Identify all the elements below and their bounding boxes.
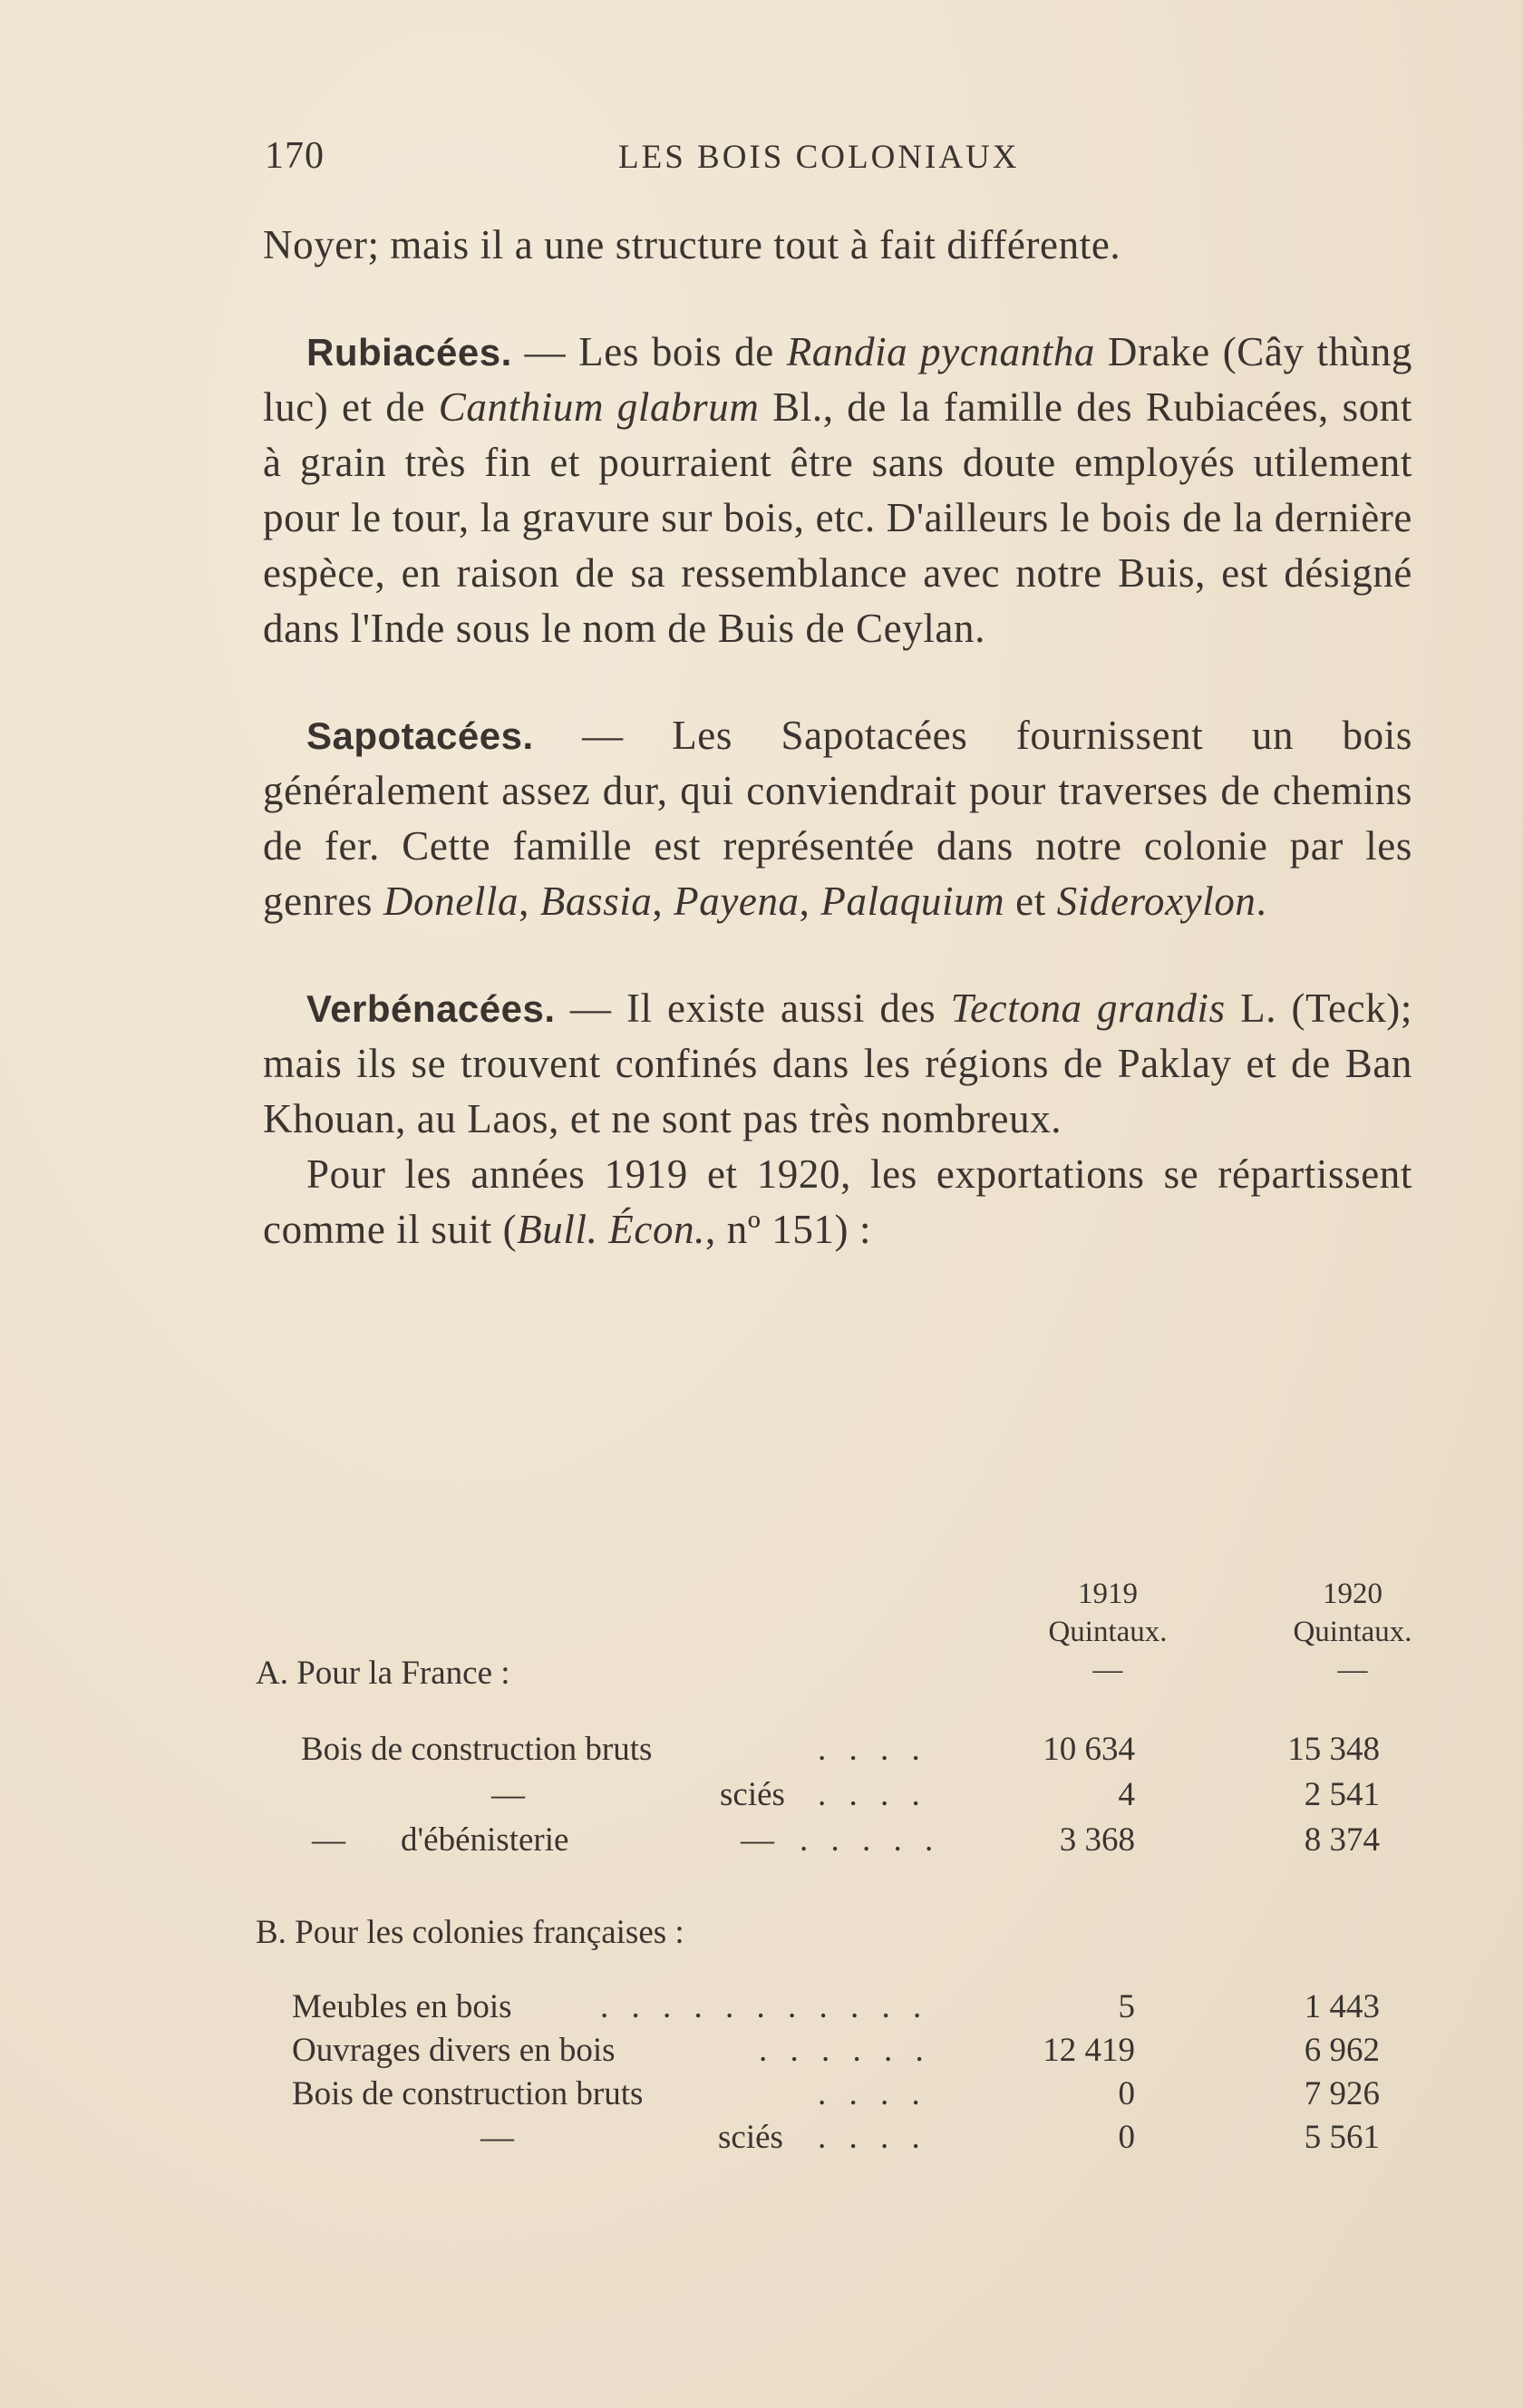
- table-row: [256, 1775, 1416, 1821]
- value-1920: 5 561: [1304, 2119, 1380, 2156]
- value-1919: 3 368: [1059, 1821, 1135, 1859]
- species-name: Canthium glabrum: [438, 384, 760, 430]
- table-row: [256, 1987, 1416, 2033]
- leader-dots: . . . . .: [800, 1821, 941, 1859]
- ditto-dash: —: [480, 2119, 514, 2156]
- value-1920: 2 541: [1304, 1776, 1380, 1813]
- paragraph-sapotacees: [263, 708, 1412, 929]
- section-heading-sapotacees: Sapotacées.: [306, 714, 534, 757]
- ditto-dash: —: [491, 1776, 525, 1813]
- column-year-1920: 1920: [1323, 1578, 1382, 1610]
- leader-dots: . . . .: [818, 1776, 927, 1813]
- genus-name: Sideroxylon: [1056, 879, 1256, 924]
- text-run: .: [1256, 879, 1267, 924]
- leader-dots: . . . . . .: [759, 2032, 931, 2069]
- species-name: Randia pycnantha: [786, 329, 1096, 374]
- value-1920: 15 348: [1287, 1731, 1380, 1768]
- bulletin-reference: Bull. Écon.: [517, 1207, 706, 1252]
- text-run: — Il existe aussi des: [555, 986, 951, 1031]
- ditto-dash: —: [741, 1821, 774, 1859]
- text-run: , nº 151) :: [705, 1207, 872, 1252]
- text-run: ,: [799, 879, 821, 924]
- text-run: Pour les années 1919 et 1920, les exportations se répartissent comme il suit (: [263, 1151, 1412, 1252]
- section-a-heading: A. Pour la France :: [256, 1655, 510, 1692]
- value-1919: 10 634: [1043, 1731, 1135, 1768]
- row-label: sciés: [718, 2119, 783, 2156]
- paragraph-exportations: [263, 1147, 1412, 1257]
- table-row: [256, 1821, 1416, 1866]
- value-1919: 12 419: [1043, 2032, 1135, 2069]
- value-1920: 8 374: [1304, 1821, 1380, 1859]
- table-row: [256, 1730, 1416, 1775]
- section-heading-verbenacees: Verbénacées.: [306, 987, 556, 1030]
- section-b-heading-row: [256, 1913, 1416, 1958]
- section-a-heading-row: [256, 1654, 1416, 1699]
- value-1920: 6 962: [1304, 2032, 1380, 2069]
- genus-name: Donella: [383, 879, 519, 924]
- column-unit-1919: Quintaux.: [1048, 1616, 1168, 1648]
- paragraph-verbenacees: [263, 981, 1412, 1147]
- row-label: Bois de construction bruts: [292, 2075, 644, 2112]
- value-1919: 4: [1118, 1776, 1135, 1813]
- section-heading-rubiacees: Rubiacées.: [306, 331, 512, 374]
- table-row: [256, 2031, 1416, 2076]
- row-label: Bois de construction bruts: [301, 1731, 653, 1768]
- leader-dots: . . . .: [818, 2119, 927, 2156]
- row-label: Ouvrages divers en bois: [292, 2032, 616, 2069]
- text-run: et: [1004, 879, 1057, 924]
- paragraph-noyer: Noyer; mais il a une structure tout à fait différente.: [263, 222, 1121, 267]
- text-run: ,: [652, 879, 674, 924]
- running-title: LES BOIS COLONIAUX: [618, 139, 1020, 176]
- page-number: 170: [265, 135, 325, 177]
- genus-name: Palaquium: [820, 879, 1005, 924]
- value-1920: 1 443: [1304, 1988, 1380, 2025]
- page-header: [265, 134, 1416, 189]
- value-1919: 0: [1118, 2075, 1135, 2112]
- page-body: [263, 218, 1412, 1257]
- species-name: Tectona grandis: [950, 986, 1226, 1031]
- genus-name: Bassia: [539, 879, 653, 924]
- text-run: — Les Sapotacées fournissent un bois généralement assez dur, qui conviendrait pour traverses de chemins de fer. Cette famille est représentée dans notre colonie par les genres: [263, 713, 1412, 924]
- value-1919: 5: [1118, 1988, 1135, 2025]
- text-run: ,: [519, 879, 540, 924]
- leader-dots: . . . .: [818, 1731, 927, 1768]
- ditto-dash: —: [312, 1821, 345, 1859]
- row-label: Meubles en bois: [292, 1988, 512, 2025]
- text-run: Bl., de la famille des Rubiacées, sont à grain très fin et pourraient être sans doute employés utilement pour le tour, la gravure sur bois, etc. D'ailleurs le bois de la dernière espèce, en raison de sa ressemblance avec notre Buis, est désigné dans l'Inde sous le nom de Buis de Ceylan.: [263, 384, 1412, 651]
- leader-dots: . . . .: [818, 2075, 927, 2112]
- table-row: [256, 2118, 1416, 2163]
- row-label: d'ébénisterie: [401, 1821, 569, 1859]
- section-b-heading: B. Pour les colonies françaises :: [256, 1914, 684, 1951]
- column-year-1919: 1919: [1078, 1578, 1138, 1610]
- text-run: L. (Teck); mais ils se trouvent confinés dans les régions de Paklay et de Ban Khouan, au Laos, et ne sont pas très nombreux.: [263, 986, 1412, 1141]
- text-run: — Les bois de: [511, 329, 787, 374]
- column-dash: —: [1092, 1654, 1123, 1686]
- column-dash: —: [1337, 1654, 1368, 1686]
- value-1920: 7 926: [1304, 2075, 1380, 2112]
- leader-dots: . . . . . . . . . . .: [600, 1988, 929, 2025]
- genus-name: Payena: [674, 879, 800, 924]
- paragraph-rubiacees: [263, 325, 1412, 656]
- value-1919: 0: [1118, 2119, 1135, 2156]
- text-run: Drake (Cây thùng luc) et de: [263, 329, 1412, 430]
- column-unit-1920: Quintaux.: [1293, 1616, 1412, 1648]
- table-row: [256, 2074, 1416, 2120]
- row-label: sciés: [720, 1776, 785, 1813]
